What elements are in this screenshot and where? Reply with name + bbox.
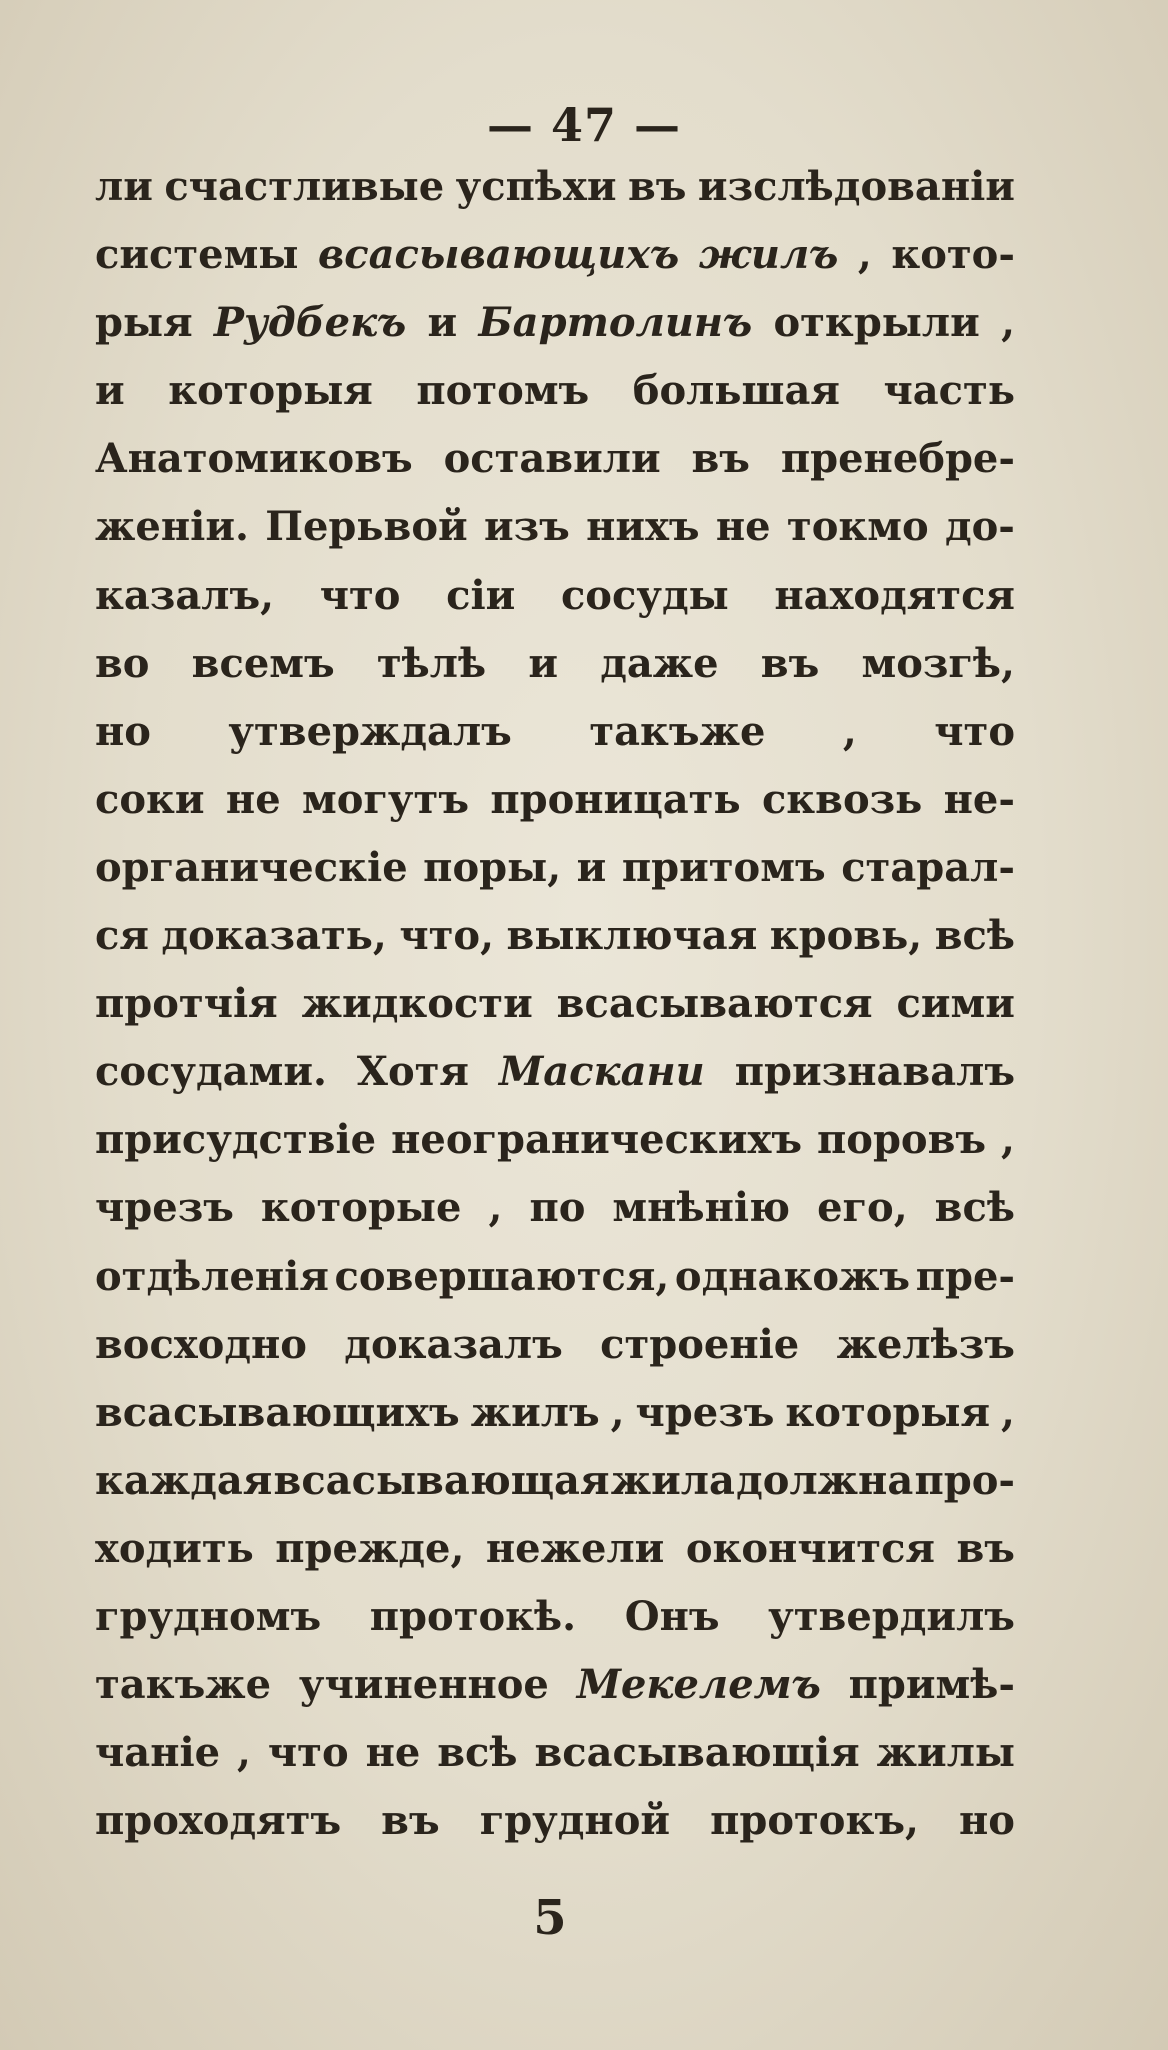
- word: находятся: [774, 571, 1015, 619]
- word: чрезъ: [95, 1184, 234, 1232]
- word: кото-: [891, 231, 1015, 279]
- word: въ: [760, 639, 820, 687]
- word: всасывающія: [534, 1729, 860, 1777]
- word: счастливые: [164, 163, 445, 210]
- word: притомъ: [621, 843, 826, 891]
- word: токмо: [786, 503, 929, 551]
- word: строеніе: [600, 1320, 800, 1368]
- word: доказалъ: [344, 1320, 563, 1368]
- word: сими: [896, 980, 1015, 1028]
- word: жила: [610, 1456, 735, 1504]
- word: казалъ,: [95, 571, 275, 619]
- word: утвердилъ: [768, 1592, 1015, 1640]
- text-line: [95, 776, 1015, 844]
- text-line: [95, 231, 1015, 299]
- word: успѣхи: [455, 163, 617, 210]
- text-line: [95, 844, 1015, 912]
- word: старал-: [841, 843, 1015, 891]
- word: совершаются,: [334, 1252, 670, 1300]
- word: поровъ: [816, 1116, 987, 1164]
- word: не-: [943, 775, 1015, 823]
- text-line: [95, 435, 1015, 503]
- word: отдѣленія: [95, 1252, 329, 1300]
- text-line: [95, 1525, 1015, 1593]
- word: въ: [691, 435, 750, 483]
- word: протчія: [95, 980, 278, 1028]
- word: примѣ-: [848, 1661, 1015, 1709]
- word: мозгѣ,: [861, 639, 1015, 687]
- word: всасывающая: [273, 1456, 610, 1504]
- text-line: [95, 1389, 1015, 1457]
- word: неограническихъ: [391, 1116, 803, 1164]
- word: каждая: [95, 1456, 273, 1504]
- word: и: [95, 367, 125, 415]
- word: не: [365, 1729, 421, 1777]
- word: присудствіе: [95, 1116, 377, 1164]
- word: сіи: [446, 571, 516, 619]
- word: и: [528, 639, 558, 687]
- text-line: [95, 1797, 1015, 1865]
- word: поры,: [423, 843, 562, 891]
- word: всѣ: [934, 912, 1015, 960]
- word: ,: [857, 231, 872, 279]
- word: протокѣ.: [369, 1592, 577, 1640]
- word: прежде,: [275, 1524, 465, 1572]
- word: изслѣдованіи: [697, 163, 1015, 210]
- word: могутъ: [301, 775, 469, 823]
- word: которые: [260, 1184, 462, 1232]
- word: не: [225, 775, 281, 823]
- italic-word: Рудбекъ: [213, 299, 407, 347]
- word: рыя: [95, 299, 193, 347]
- italic-word: жилъ: [698, 231, 839, 279]
- word: ,: [1001, 1388, 1015, 1436]
- word: желѣзъ: [836, 1320, 1015, 1368]
- word: мнѣнію: [612, 1184, 791, 1232]
- text-line: [95, 503, 1015, 571]
- word: часть: [883, 367, 1015, 415]
- word: однакожъ: [674, 1252, 911, 1300]
- text-line: [95, 1457, 1015, 1525]
- word: жидкости: [301, 980, 533, 1028]
- word: чаніе: [95, 1729, 221, 1777]
- text-line: [95, 367, 1015, 435]
- word: органическіе: [95, 843, 408, 891]
- word: и: [427, 299, 458, 347]
- word: но: [95, 707, 151, 755]
- word: женіи.: [95, 503, 249, 551]
- word: нежели: [485, 1524, 665, 1572]
- text-line: [95, 1729, 1015, 1797]
- word: жилъ: [470, 1388, 600, 1436]
- word: нихъ: [586, 503, 700, 551]
- word: Хотя: [356, 1048, 469, 1096]
- word: большая: [632, 367, 840, 415]
- italic-word: Маскани: [498, 1048, 705, 1096]
- text-line: [95, 1321, 1015, 1389]
- word: жилы: [876, 1729, 1015, 1777]
- word: всѣ: [437, 1729, 518, 1777]
- word: всасываются: [556, 980, 873, 1028]
- word: которыя: [168, 367, 373, 415]
- word: пре-: [915, 1252, 1015, 1300]
- word: сосудами.: [95, 1048, 327, 1096]
- word: въ: [381, 1797, 440, 1845]
- text-line: [95, 912, 1015, 980]
- body-text: [95, 163, 1015, 1865]
- word: сосуды: [560, 571, 729, 619]
- word: Перьвой: [265, 503, 468, 551]
- word: даже: [600, 639, 719, 687]
- word: соки: [95, 775, 205, 823]
- word: что: [267, 1729, 349, 1777]
- word: Онъ: [624, 1592, 720, 1640]
- word: выключая: [506, 912, 758, 960]
- text-line: [95, 163, 1015, 231]
- word: пренебре-: [780, 435, 1015, 483]
- word: доказать,: [161, 912, 387, 960]
- word: оставили: [443, 435, 661, 483]
- text-line: [95, 1593, 1015, 1661]
- word: ,: [488, 1184, 503, 1232]
- text-line: [95, 640, 1015, 708]
- word: про-: [914, 1456, 1015, 1504]
- text-line: [95, 1116, 1015, 1184]
- word: окончится: [685, 1524, 935, 1572]
- word: проходятъ: [95, 1797, 342, 1845]
- word: кровь,: [769, 912, 923, 960]
- word: учиненное: [298, 1661, 549, 1709]
- word: что: [319, 571, 401, 619]
- word: такъже: [589, 707, 766, 755]
- text-line: [95, 1253, 1015, 1321]
- signature-mark: 5: [533, 1890, 567, 1946]
- word: такъже: [95, 1661, 272, 1709]
- word: ли: [95, 163, 153, 210]
- word: которыя: [785, 1388, 991, 1436]
- word: въ: [956, 1524, 1015, 1572]
- word: ,: [842, 707, 857, 755]
- word: грудной: [479, 1797, 671, 1845]
- word: что,: [399, 912, 495, 960]
- word: Анатомиковъ: [95, 435, 413, 483]
- word: изъ: [483, 503, 570, 551]
- italic-word: Мекелемъ: [576, 1661, 821, 1709]
- word: чрезъ: [635, 1388, 775, 1436]
- word: во: [95, 639, 150, 687]
- word: должна: [736, 1456, 914, 1504]
- word: ,: [1001, 299, 1015, 347]
- word: не: [715, 503, 771, 551]
- italic-word: всасывающихъ: [317, 231, 680, 279]
- word: протокъ,: [710, 1797, 919, 1845]
- word: но: [959, 1797, 1015, 1845]
- word: ,: [1001, 1116, 1015, 1164]
- word: по: [529, 1184, 586, 1232]
- page-number: — 47 —: [486, 98, 682, 152]
- word: ,: [237, 1729, 251, 1777]
- word: всасывающихъ: [95, 1388, 460, 1436]
- word: восходно: [95, 1320, 307, 1368]
- text-line: [95, 980, 1015, 1048]
- word: ся: [95, 912, 149, 960]
- italic-word: Бартолинъ: [478, 299, 753, 347]
- word: утверждалъ: [228, 707, 512, 755]
- text-line: [95, 1184, 1015, 1252]
- word: всѣ: [934, 1184, 1015, 1232]
- word: тѣлѣ: [376, 639, 487, 687]
- text-line: [95, 299, 1015, 367]
- word: открыли: [773, 299, 980, 347]
- word: проницать: [490, 775, 741, 823]
- word: системы: [95, 231, 299, 279]
- word: ходить: [95, 1524, 254, 1572]
- word: всемъ: [191, 639, 335, 687]
- word: сквозь: [761, 775, 923, 823]
- text-line: [95, 1661, 1015, 1729]
- text-line: [95, 708, 1015, 776]
- text-line: [95, 1048, 1015, 1116]
- word: въ: [627, 163, 687, 210]
- word: что: [934, 707, 1015, 755]
- word: и: [576, 843, 607, 891]
- word: грудномъ: [95, 1592, 322, 1640]
- word: ,: [610, 1388, 625, 1436]
- word: признавалъ: [734, 1048, 1015, 1096]
- word: его,: [817, 1184, 908, 1232]
- word: потомъ: [416, 367, 590, 415]
- word: до-: [944, 503, 1015, 551]
- text-line: [95, 572, 1015, 640]
